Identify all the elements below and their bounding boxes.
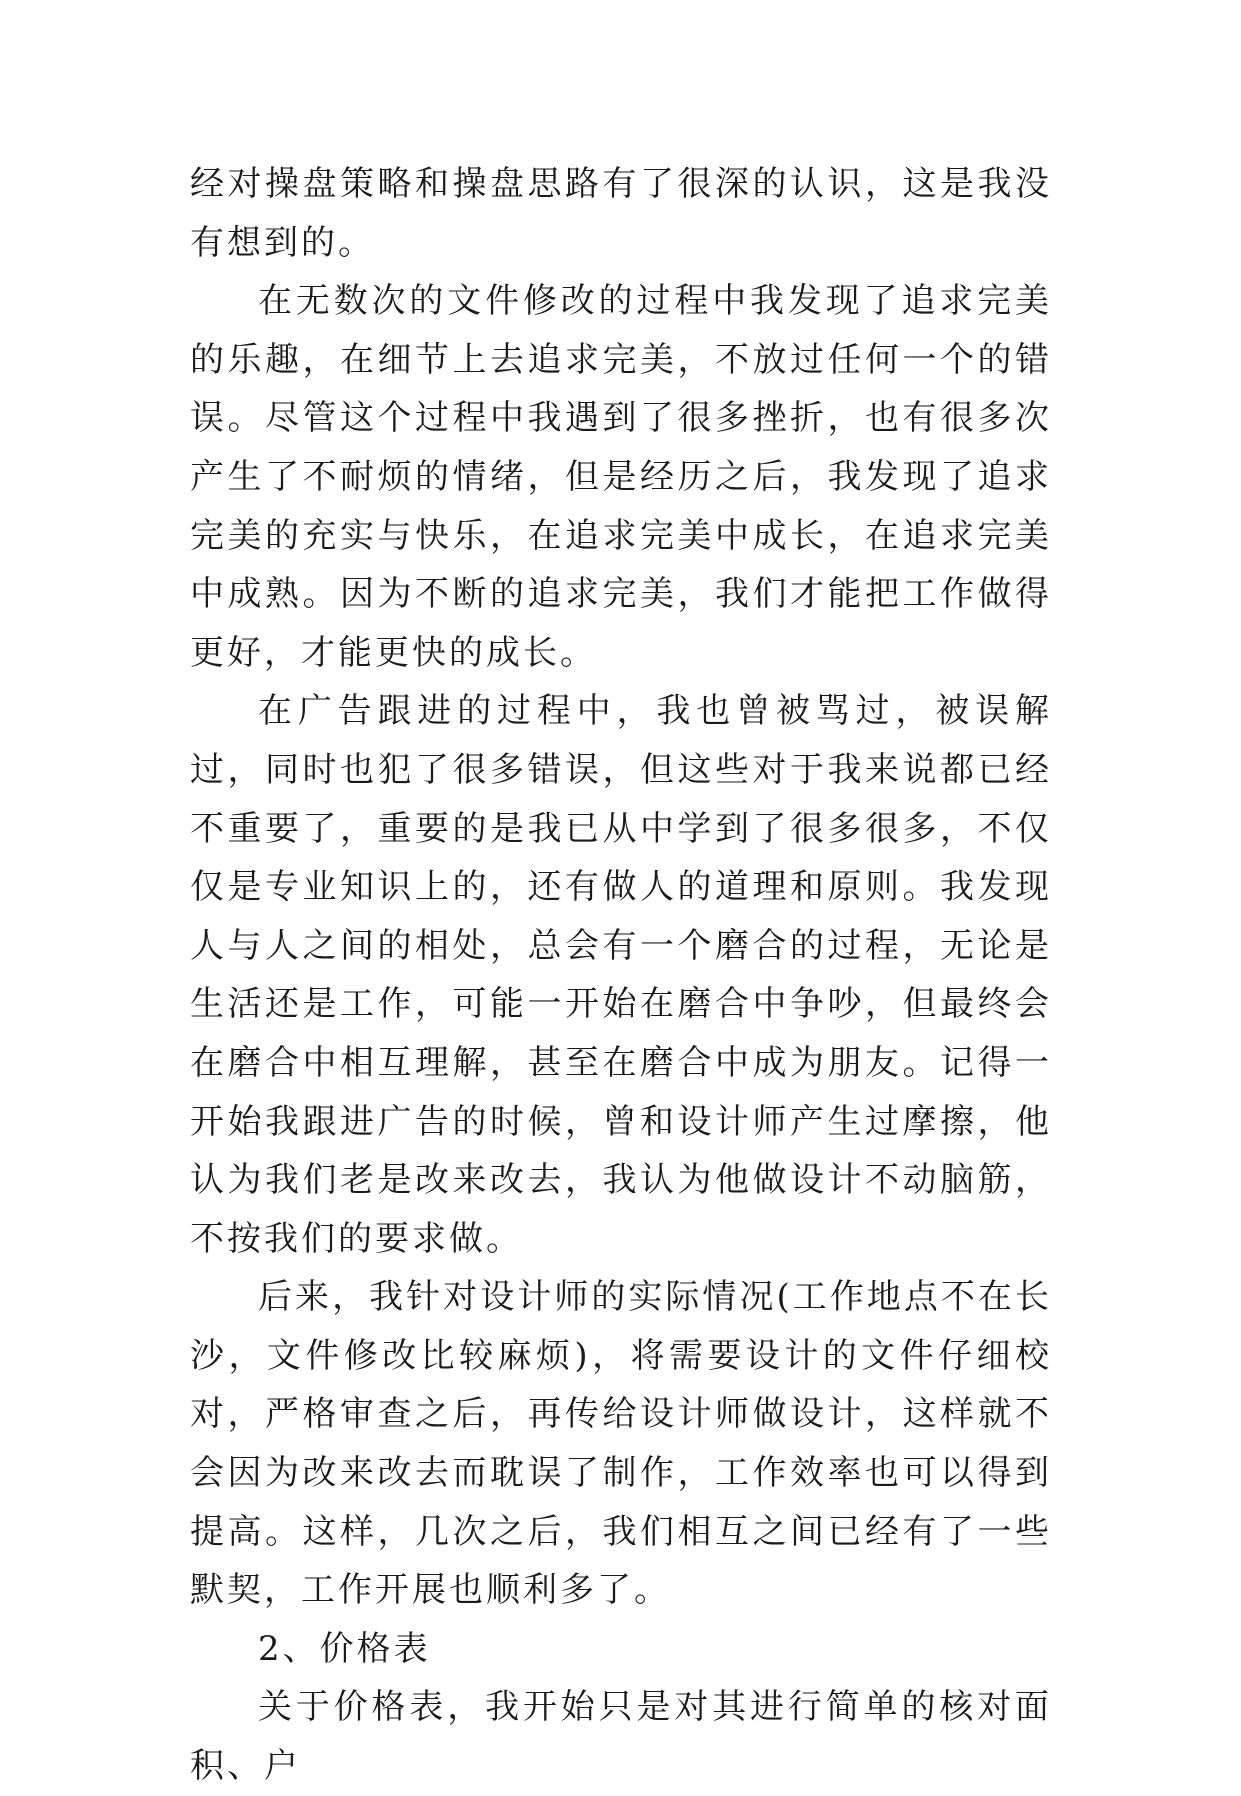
paragraph-price-list: 关于价格表，我开始只是对其进行简单的核对面积、户 bbox=[190, 1687, 1052, 1787]
section-heading-price-list: 2、价格表 bbox=[258, 1628, 431, 1669]
document-body bbox=[190, 155, 1052, 1796]
paragraph-ad-follow-up: 在广告跟进的过程中，我也曾被骂过，被误解过，同时也犯了很多错误，但这些对于我来说都已经不重要了，重要的是我已从中学到了很多很多，不仅仅是专业知识上的，还有做人的道理和原则。我发现人与人之间的相处，总会有一个磨合的过程，无论是生活还是工作，可能一开始在磨合中争吵，但最终会在磨合中相互理解，甚至在磨合中成为朋友。记得一开始我跟进广告的时候，曾和设计师产生过摩擦，他认为我们老是改来改去，我认为他做设计不动脑筋，不按我们的要求做。 bbox=[190, 691, 1052, 1259]
paragraph-continuation: 经对操盘策略和操盘思路有了很深的认识，这是我没有想到的。 bbox=[190, 164, 1052, 263]
paragraph-pursuit-of-perfection: 在无数次的文件修改的过程中我发现了追求完美的乐趣，在细节上去追求完美，不放过任何一个的错误。尽管这个过程中我遇到了很多挫折，也有很多次产生了不耐烦的情绪，但是经历之后，我发现了追求完美的充实与快乐，在追求完美中成长，在追求完美中成熟。因为不断的追求完美，我们才能把工作做得更好，才能更快的成长。 bbox=[190, 281, 1052, 673]
paragraph-designer-collaboration: 后来，我针对设计师的实际情况(工作地点不在长沙，文件修改比较麻烦)，将需要设计的文件仔细校对，严格审查之后，再传给设计师做设计，这样就不会因为改来改去而耽误了制作，工作效率也可以得到提高。这样，几次之后，我们相互之间已经有了一些默契，工作开展也顺利多了。 bbox=[190, 1277, 1052, 1611]
